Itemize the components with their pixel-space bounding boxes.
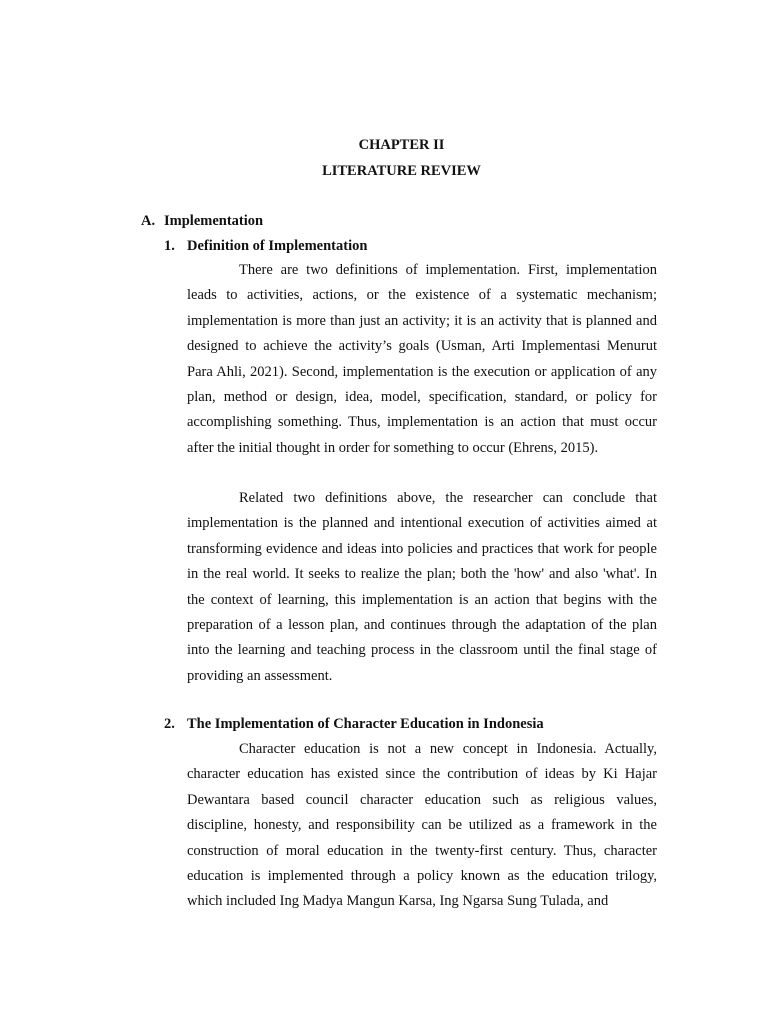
subsection-marker: 2.: [164, 716, 175, 732]
paragraph-character-education: Character education is not a new concept in Indonesia. Actually, character education has existed since the contribution of ideas by Ki Hajar Dewantara based council character education such as religious values, discipline, honesty, and responsibility can be utilized as a framework in the construction of moral education in the twenty-first century. Thus, character education is implemented through a policy known as the education trilogy, which included Ing Madya Mangun Karsa, Ing Ngarsa Sung Tulada, and: [187, 741, 657, 910]
subsection-heading-character-education: [164, 715, 544, 733]
chapter-title: LITERATURE REVIEW: [322, 163, 481, 179]
section-title: Implementation: [164, 213, 264, 229]
chapter-number: CHAPTER II: [358, 137, 445, 153]
subsection-title: The Implementation of Character Education in Indonesia: [187, 716, 544, 732]
subsection-marker: 1.: [164, 238, 175, 254]
subsection-title: Definition of Implementation: [187, 238, 368, 254]
section-marker: A.: [141, 213, 156, 229]
paragraph-definitions: There are two definitions of implementation. First, implementation leads to activities, actions, or the existence of a systematic mechanism; implementation is more than just an activity; it is an activity that is planned and designed to achieve the activity’s goals (Usman, Arti Implementasi Menurut Para Ahli, 2021). Second, implementation is the execution or application of any plan, method or design, idea, model, specification, standard, or policy for accomplishing something. Thus, implementation is an action that must occur after the initial thought in order for something to occur (Ehrens, 2015).: [187, 262, 657, 456]
section-heading-implementation: [141, 212, 263, 230]
paragraph-conclusion: Related two definitions above, the researcher can conclude that implementation is the planned and intentional execution of activities aimed at transforming evidence and ideas into policies and practices that work for people in the real world. It seeks to realize the plan; both the 'how' and also 'what'. In the context of learning, this implementation is an action that begins with the preparation of a lesson plan, and continues through the adaptation of the plan into the learning and teaching process in the classroom until the final stage of providing an assessment.: [187, 490, 657, 684]
subsection-heading-definition: [164, 237, 367, 255]
